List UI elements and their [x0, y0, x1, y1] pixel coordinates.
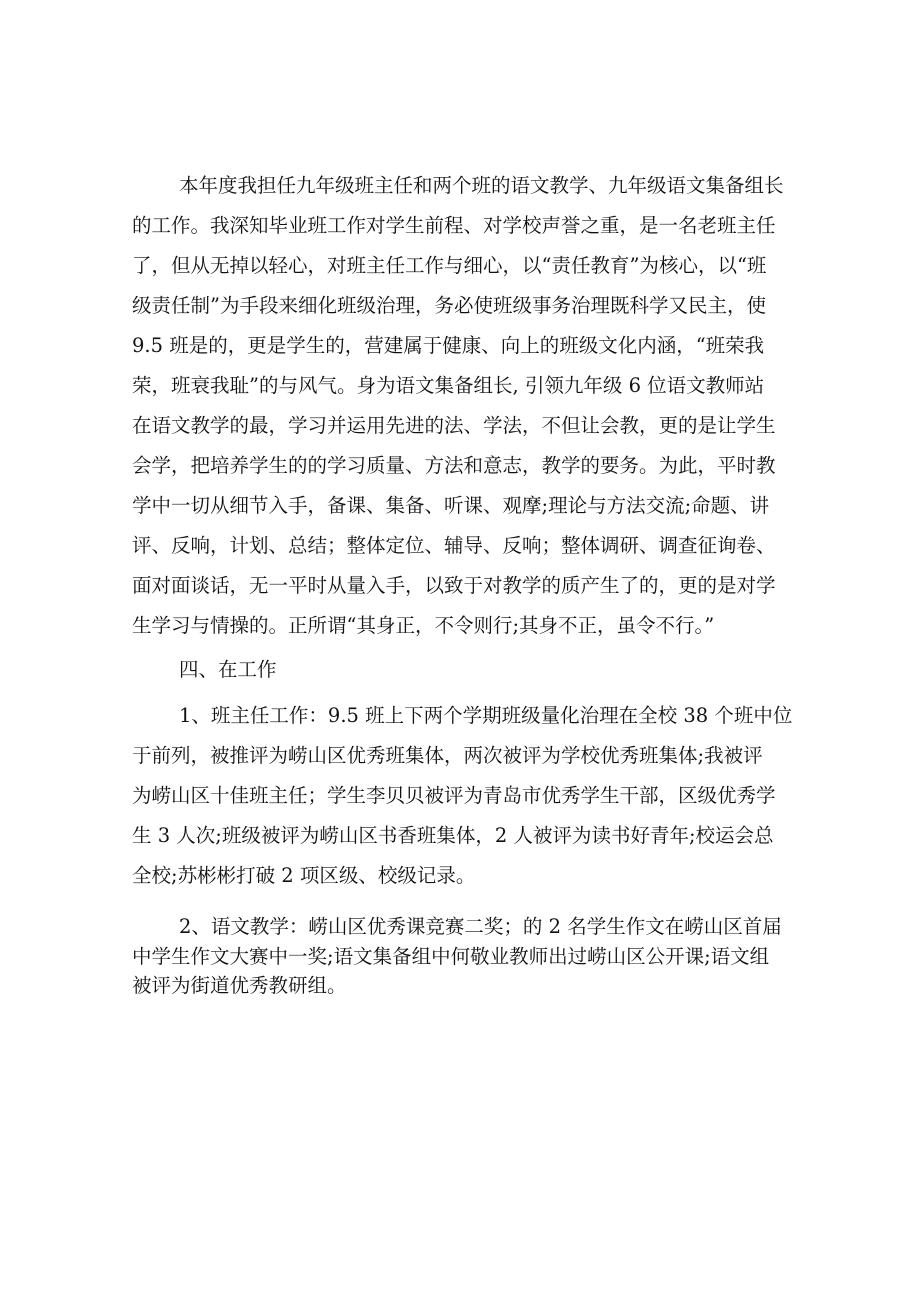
paragraph-line: 荣，班衰我耻”的与风气。身为语文集备组长, 引领九年级 6 位语文教师站 — [132, 374, 765, 397]
paragraph-line: 9.5 班是的，更是学生的，营建属于健康、向上的班级文化内涵，“班荣我 — [132, 334, 765, 357]
paragraph-line: 2、语文教学：崂山区优秀课竞赛二奖；的 2 名学生作文在崂山区首届 — [179, 915, 782, 938]
paragraph-line: 为崂山区十佳班主任；学生李贝贝被评为青岛市优秀学生干部，区级优秀学 — [132, 784, 776, 807]
paragraph-chinese-teaching — [132, 912, 802, 1001]
paragraph-class-teacher-work — [132, 696, 802, 896]
paragraph-work-summary — [132, 166, 802, 646]
paragraph-line: 在语文教学的最，学习并运用先进的法、学法，不但让会教，更的是让学生 — [132, 414, 776, 437]
paragraph-line: 的工作。我深知毕业班工作对学生前程、对学校声誉之重，是一名老班主任 — [132, 214, 776, 237]
paragraph-line: 于前列，被推评为崂山区优秀班集体，两次被评为学校优秀班集体;我被评 — [132, 744, 763, 767]
paragraph-line: 1、班主任工作：9.5 班上下两个学期班级量化治理在全校 38 个班中位 — [179, 704, 793, 727]
paragraph-line: 学中一切从细节入手，备课、集备、听课、观摩;理论与方法交流;命题、讲 — [132, 494, 770, 517]
document-body — [132, 166, 802, 1001]
paragraph-line: 评、反响，计划、总结；整体定位、辅导、反响；整体调研、调查征询卷、 — [132, 534, 776, 557]
paragraph-line: 生 3 人次;班级被评为崂山区书香班集体，2 人被评为读书好青年;校运会总 — [132, 824, 774, 847]
paragraph-line: 了，但从无掉以轻心，对班主任工作与细心，以“责任教育”为核心，以“班 — [132, 254, 767, 277]
section-heading: 四、在工作 — [179, 658, 277, 681]
paragraph-line: 中学生作文大赛中一奖;语文集备组中何敬业教师出过崂山区公开课;语文组 — [132, 944, 770, 968]
paragraph-line: 全校;苏彬彬打破 2 项区级、校级记录。 — [132, 864, 476, 887]
paragraph-line: 被评为街道优秀教研组。 — [132, 974, 347, 997]
paragraph-line: 级责任制”为手段来细化班级治理，务必使班级事务治理既科学又民主，使 — [132, 294, 766, 317]
paragraph-line: 会学，把培养学生的的学习质量、方法和意志，教学的要务。为此，平时教 — [132, 454, 776, 477]
paragraph-line: 生学习与情操的。正所谓“其身正，不令则行;其身不正，虽令不行。” — [132, 614, 715, 637]
paragraph-line: 本年度我担任九年级班主任和两个班的语文教学、九年级语文集备组长 — [179, 174, 784, 197]
paragraph-line: 面对面谈话，无一平时从量入手，以致于对教学的质产生了的，更的是对学 — [132, 574, 776, 597]
